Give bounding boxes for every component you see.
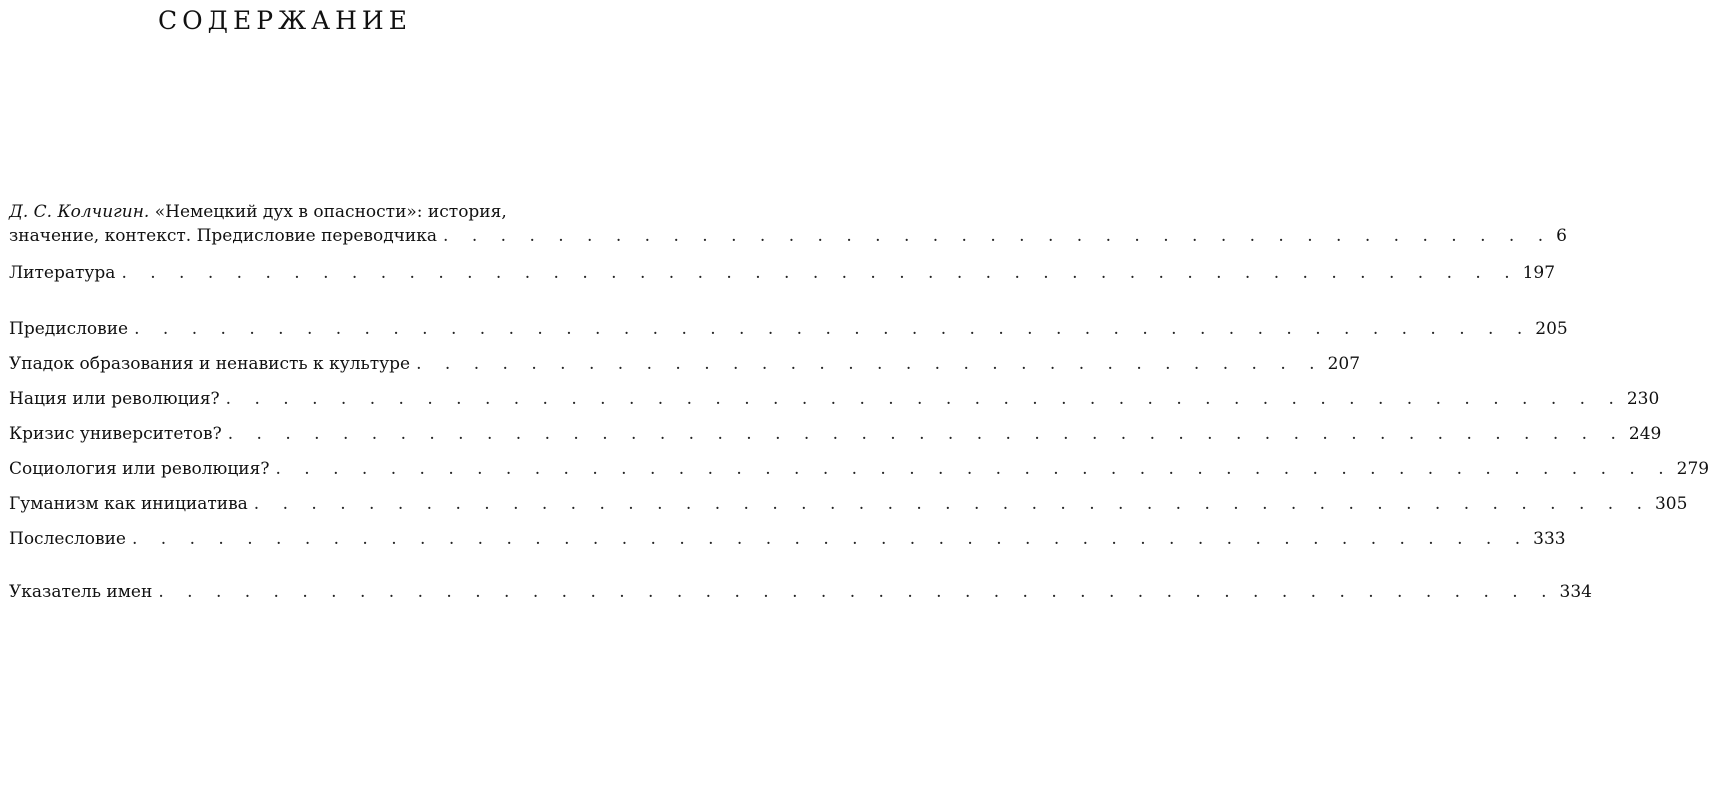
dot-leader: . . . . . . . . . . . . . . . . . . . . . . . . . . . . . . . . . . . . . . . . . . . . . . . . .: [131, 529, 1530, 549]
toc-entry-afterword[interactable]: [9, 527, 1566, 551]
toc-entry-preface-translator[interactable]: [9, 200, 1567, 248]
toc-entry-chapter-3[interactable]: [9, 422, 1662, 446]
toc-entry-label: Кризис университетов?: [9, 424, 222, 444]
toc-entry-page: 249: [1628, 424, 1662, 444]
toc-entry-page: 6: [1556, 226, 1567, 246]
dot-leader: . . . . . . . . . . . . . . . . . . . . . . . . . . . . . . . . . . . . . . . . . . . . . . . . .: [275, 459, 1673, 479]
toc-entry-chapter-4[interactable]: [9, 457, 1709, 481]
toc-entry-foreword[interactable]: [9, 317, 1568, 341]
dot-leader: . . . . . . . . . . . . . . . . . . . . . . . . . . . . . . . . . . . . . . . . . . . . . . . . .: [225, 389, 1623, 409]
toc-entry-chapter-1[interactable]: [9, 352, 1361, 376]
toc-entry-chapter-2[interactable]: [9, 387, 1660, 411]
toc-entry-page: 334: [1559, 582, 1592, 602]
toc-entry-line-1: [9, 200, 561, 224]
toc-entry-label: Упадок образования и ненависть к культуре: [9, 354, 411, 374]
toc-entry-title-part-1: «Немецкий дух в опасности»: история,: [149, 202, 507, 222]
toc-entry-page: 197: [1522, 263, 1556, 283]
toc-entry-label: Указатель имен: [9, 582, 153, 602]
dot-leader: . . . . . . . . . . . . . . . . . . . . . . . . . . . . . . . . . . . . . . . . . . . . . . . . .: [158, 582, 1556, 602]
toc-entry-title-part-2: значение, контекст. Предисловие переводчика: [9, 226, 438, 246]
dot-leader: . . . . . . . . . . . . . . . . . . . . . . . . . . . . . . . . . . . . . . . . . . . . . . . . .: [253, 494, 1651, 514]
toc-entry-author: Д. С. Колчигин.: [9, 202, 150, 222]
toc-entry-page: 333: [1533, 529, 1566, 549]
toc-entry-label: Предисловие: [9, 319, 129, 339]
toc-entry-index[interactable]: [9, 580, 1592, 604]
dot-leader: . . . . . . . . . . . . . . . . . . . . . . . . . . . . . . . .: [416, 354, 1324, 374]
toc-entry-label: Гуманизм как инициатива: [9, 494, 248, 514]
dot-leader: . . . . . . . . . . . . . . . . . . . . . . . . . . . . . . . . . . . . . . . . . . . . . . . . .: [121, 263, 1519, 283]
toc-entry-label: Нация или революция?: [9, 389, 220, 409]
dot-leader: . . . . . . . . . . . . . . . . . . . . . . . . . . . . . . . . . . . . . . . . . . . . . . . . .: [134, 319, 1532, 339]
page-title: СОДЕРЖАНИЕ: [158, 6, 412, 35]
dot-leader: . . . . . . . . . . . . . . . . . . . . . . . . . . . . . . . . . . . . . . . . . . . . . . . . .: [227, 424, 1625, 444]
toc-entry-page: 207: [1327, 354, 1361, 374]
toc-entry-page: 205: [1535, 319, 1568, 339]
toc-entry-literature[interactable]: [9, 261, 1556, 285]
toc-entry-page: 230: [1626, 389, 1660, 409]
toc-entry-line-2: [9, 224, 1567, 248]
toc-entry-label: Послесловие: [9, 529, 126, 549]
toc-entry-page: 279: [1676, 459, 1709, 479]
toc-entry-label: Литература: [9, 263, 116, 283]
toc-entry-page: 305: [1654, 494, 1688, 514]
toc-entry-label: Социология или революция?: [9, 459, 270, 479]
toc-entry-chapter-5[interactable]: [9, 492, 1688, 516]
dot-leader: . . . . . . . . . . . . . . . . . . . . . . . . . . . . . . . . . . . . . . .: [443, 226, 1553, 246]
